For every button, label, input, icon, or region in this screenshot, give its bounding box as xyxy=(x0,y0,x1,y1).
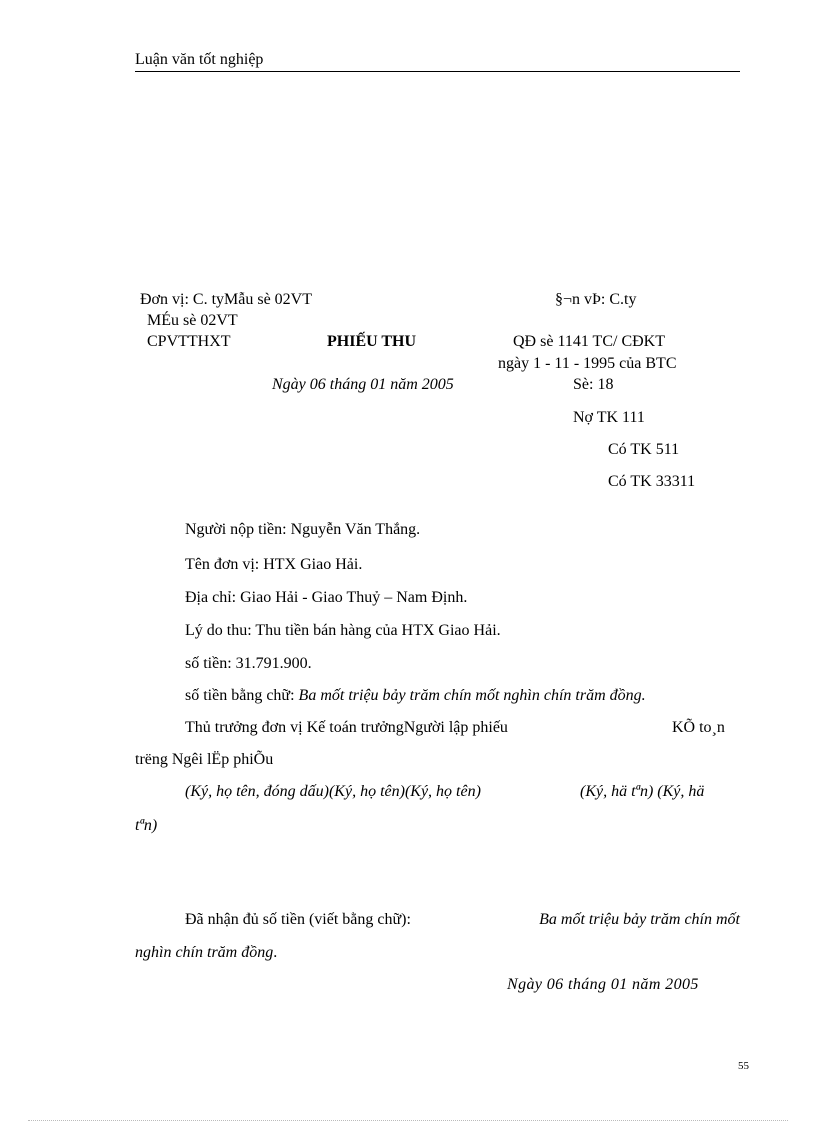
page-number: 55 xyxy=(738,1060,749,1072)
signature-instructions-right: (Ký, hä tªn) (Ký, hä xyxy=(580,783,705,800)
address-line: Địa chỉ: Giao Hải - Giao Thuỷ – Nam Định. xyxy=(185,589,468,606)
form-title: PHIẾU THU xyxy=(327,333,417,350)
form-date: Ngày 06 tháng 01 năm 2005 xyxy=(272,376,454,393)
decision-date-line: ngày 1 - 11 - 1995 của BTC xyxy=(498,355,677,372)
right-unit-line: §¬n vÞ: C.ty xyxy=(555,291,637,308)
signature-titles: Thủ trưởng đơn vị Kế toán trưởngNgười lập phiếu xyxy=(185,719,508,736)
header-rule xyxy=(135,71,740,72)
receipt-line-1 xyxy=(185,912,740,928)
credit-account-2: Có TK 33311 xyxy=(608,473,696,490)
receipt-date: Ngày 06 tháng 01 năm 2005 xyxy=(507,976,699,993)
receipt-number: Sè: 18 xyxy=(573,376,614,393)
signature-instructions: (Ký, họ tên, đóng dấu)(Ký, họ tên)(Ký, họ tên) xyxy=(185,783,481,800)
form-number-line: MÉu sè 02VT xyxy=(147,312,238,329)
decision-line: QĐ sè 1141 TC/ CĐKT xyxy=(513,333,665,350)
receipt-period: . xyxy=(273,944,278,961)
receipt-value-part1: Ba mốt triệu bảy trăm chín mốt xyxy=(539,911,740,928)
signature-titles-right: KÕ to¸n xyxy=(672,719,725,736)
unit-line: Tên đơn vị: HTX Giao Hải. xyxy=(185,556,363,573)
receipt-value-part2: nghìn chín trăm đồng xyxy=(135,944,274,961)
footer-rule xyxy=(28,1120,788,1121)
amount-words-label: số tiền bằng chữ: xyxy=(185,687,295,704)
unit-and-form-number: Đơn vị: C. tyMẫu sè 02VT xyxy=(140,291,313,308)
amount-words-value: Ba mốt triệu bảy trăm chín mốt nghìn chín trăm đồng. xyxy=(298,687,646,704)
debit-account: Nợ TK 111 xyxy=(573,409,645,426)
receipt-line-2 xyxy=(135,945,277,961)
unit-name-line: CPVTTHXT xyxy=(147,333,231,350)
amount-words-line xyxy=(185,688,646,704)
running-header: Luận văn tốt nghiệp xyxy=(135,51,264,68)
reason-line: Lý do thu: Thu tiền bán hàng của HTX Giao Hải. xyxy=(185,622,501,639)
amount-line: số tiền: 31.791.900. xyxy=(185,655,312,672)
payer-line: Người nộp tiền: Nguyễn Văn Thắng. xyxy=(185,521,421,538)
receipt-label: Đã nhận đủ số tiền (viết bằng chữ): xyxy=(185,911,411,928)
signature-titles-cont: trëng Ngêi lËp phiÕu xyxy=(135,751,274,768)
credit-account-1: Có TK 511 xyxy=(608,441,680,458)
signature-instructions-cont: tªn) xyxy=(135,817,158,834)
